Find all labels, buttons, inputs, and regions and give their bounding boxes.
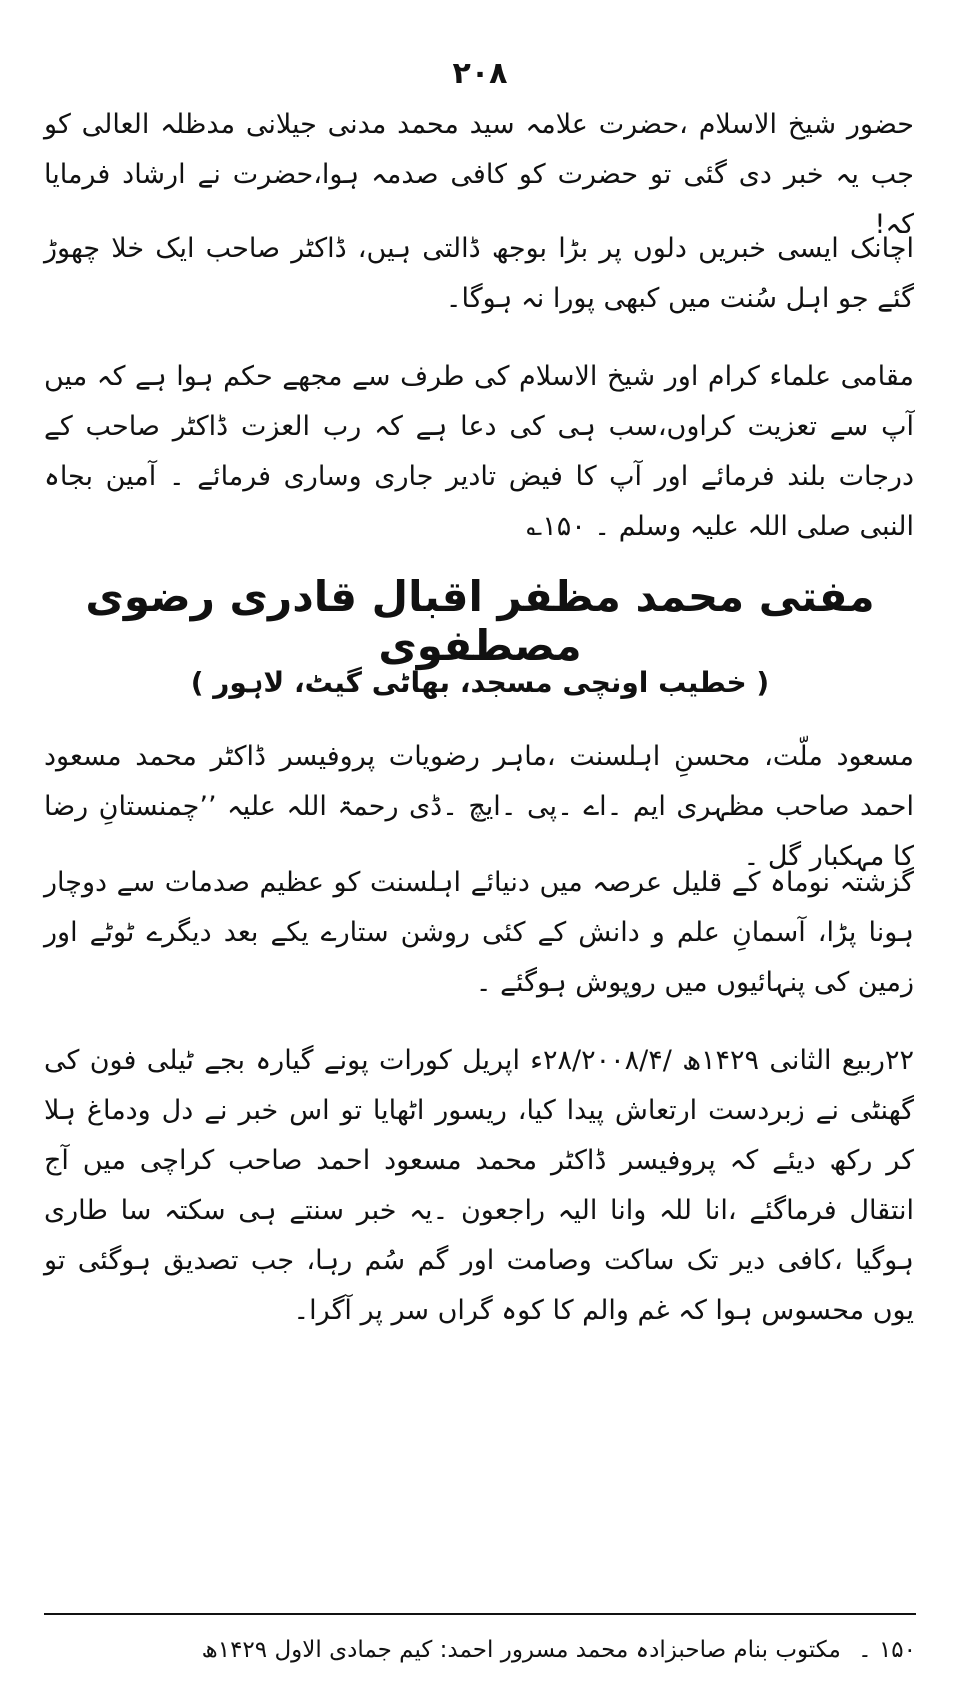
section-heading: مفتی محمد مظفر اقبال قادری رضوی مصطفوی <box>85 572 875 670</box>
paragraph: اچانک ایسی خبریں دلوں پر بڑا بوجھ ڈالتی ہیں، ڈاکٹر صاحب ایک خلا چھوڑ گئے جو اہل سُنت میں کبھی پورا نہ ہوگا۔ <box>44 233 914 314</box>
footnote <box>44 1632 916 1668</box>
paragraph: حضور شیخ الاسلام ،حضرت علامہ سید محمد مدنی جیلانی مدظلہ العالی کو جب یہ خبر دی گئی تو حضرت کو کافی صدمہ ہوا،حضرت نے ارشاد فرمایا کہ! <box>44 109 914 240</box>
paragraph: مسعود ملّت، محسنِ اہلسنت ،ماہر رضویات پروفیسر ڈاکٹر محمد مسعود احمد صاحب مظہری ایم ۔اے ۔پی ۔ایچ ۔ڈی رحمۃ اللہ علیہ ’’چمنستانِ رضا کا مہکبار گل ۔ <box>44 741 914 872</box>
paragraph: ۲۲ربیع الثانی ۱۴۲۹ھ /۲۸/۲۰۰۸/۴ء اپریل کورات پونے گیارہ بجے ٹیلی فون کی گھنٹی نے زبردست ارتعاش پیدا کیا، ریسور اٹھایا تو اس خبر نے دل ودماغ ہلا کر رکھ دیئے کہ پروفیسر ڈاکٹر محمد مسعود احمد صاحب کراچی میں آج انتقال فرماگئے ،انا للہ وانا الیہ راجعون ۔یہ خبر سنتے ہی سکتہ سا طاری ہوگیا ،کافی دیر تک ساکت وصامت اور گم سُم رہا، جب تصدیق ہوگئی تو یوں محسوس ہوا کہ غم والم کا کوہ گراں سر پر آگرا۔ <box>44 1045 914 1326</box>
footnote-number: ۱۵۰ ۔ <box>858 1637 916 1663</box>
section-subheading: ( خطیب اونچی مسجد، بھاٹی گیٹ، لاہور ) <box>190 666 770 699</box>
footnote-text: مکتوب بنام صاحبزادہ محمد مسرور احمد: کیم جمادی الاول ۱۴۲۹ھ <box>201 1637 841 1663</box>
footnote-divider <box>44 1613 916 1615</box>
paragraph: گزشتہ نوماہ کے قلیل عرصہ میں دنیائے اہلسنت کو عظیم صدمات سے دوچار ہونا پڑا، آسمانِ علم و دانش کے کئی روشن ستارے یکے بعد دیگرے ٹوٹے اور زمین کی پنہائیوں میں روپوش ہوگئے ۔ <box>44 867 914 998</box>
paragraph: مقامی علماء کرام اور شیخ الاسلام کی طرف سے مجھے حکم ہوا ہے کہ میں آپ سے تعزیت کراوں،سب ہی کی دعا ہے کہ رب العزت ڈاکٹر صاحب کے درجات بلند فرمائے اور آپ کا فیض تادیر جاری وساری فرمائے ۔ آمین بجاہ النبی صلی اللہ علیہ وسلم ۔ ۱۵۰؎ <box>44 361 914 542</box>
page-number: ۲۰۸ <box>452 56 508 91</box>
